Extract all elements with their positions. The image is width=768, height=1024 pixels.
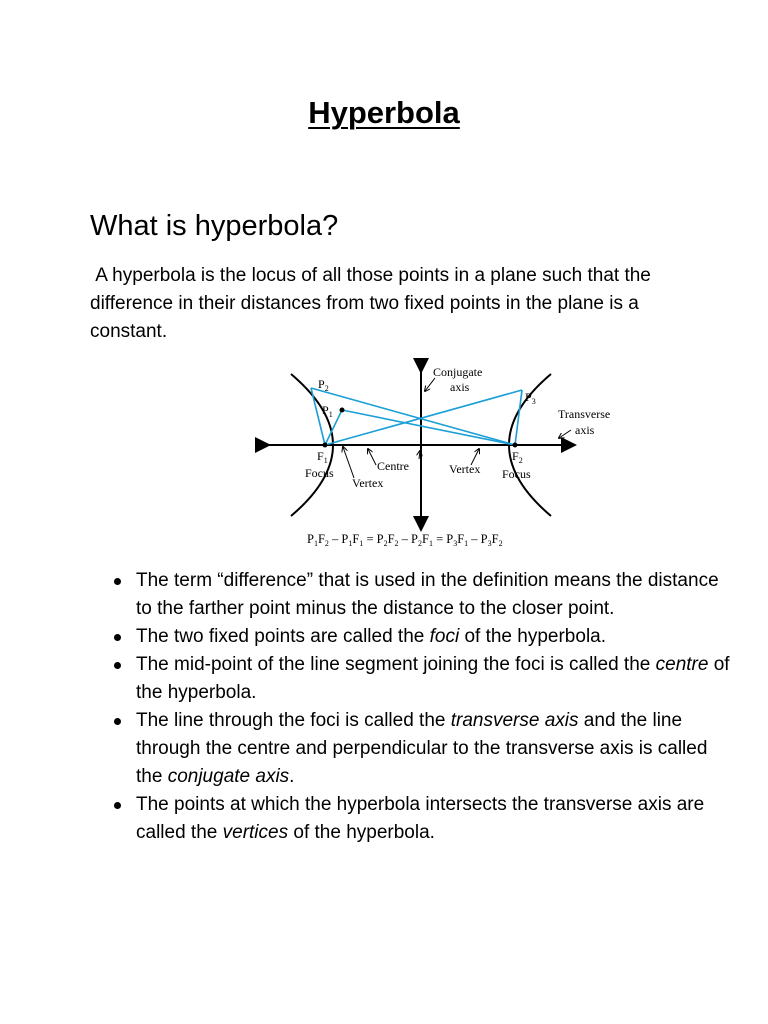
equation-part: F (317, 532, 325, 546)
equation-part: 1 (359, 539, 364, 548)
list-item (136, 651, 736, 707)
equation-part: 1 (464, 539, 469, 548)
list-text: The term “difference” that is used in the definition means the distance to the farther point minus the distance to the closer point. (136, 570, 719, 619)
label-p2: P (318, 377, 325, 391)
svg-text:F1 (317, 449, 328, 465)
svg-text:F2 (512, 449, 523, 465)
hyperbola-diagram (255, 358, 611, 558)
distance-equation (307, 532, 503, 548)
equation-part: – P (328, 532, 349, 546)
equation-part: F (491, 532, 499, 546)
list-text: of the hyperbola. (288, 822, 435, 843)
equation-part: 1 (348, 539, 353, 548)
list-text: The two fixed points are called the (136, 626, 430, 647)
label-vertex-right: Vertex (449, 462, 481, 476)
sub-f2: 2 (518, 456, 523, 465)
emphasized-term: centre (655, 654, 709, 675)
list-item (136, 623, 736, 651)
svg-text:P1 (322, 403, 333, 419)
list-text: and the line through the centre and perpendicular to the transverse axis is called the (136, 710, 708, 787)
svg-text:P3 (525, 390, 536, 406)
label-focus-left: Focus (305, 466, 334, 480)
equation-part: – P (398, 532, 418, 546)
point-f2 (513, 443, 518, 448)
svg-text:P2 (318, 377, 329, 393)
label-p3: P (525, 390, 532, 404)
label-conjugate: Conjugate (433, 365, 483, 379)
list-item (136, 707, 736, 791)
label-f2: F (512, 449, 519, 463)
equation-part: 1 (428, 539, 433, 548)
label-transverse: Transverse (558, 407, 611, 421)
section-heading: What is hyperbola? (90, 210, 339, 242)
list-item (136, 791, 736, 847)
equation-part: 2 (394, 539, 399, 548)
sub-f1: 1 (323, 456, 328, 465)
emphasized-term: transverse axis (450, 710, 579, 731)
equation-part: F (352, 532, 360, 546)
equation-part: F (421, 532, 429, 546)
equation-part: F (387, 532, 395, 546)
focal-lines (311, 388, 522, 445)
point-f1 (323, 443, 328, 448)
equation-part: F (457, 532, 465, 546)
equation-part: 1 (313, 539, 318, 548)
definition-list (90, 567, 736, 847)
list-text: of the hyperbola. (136, 654, 730, 703)
label-centre: Centre (377, 459, 409, 473)
equation-part: 2 (417, 539, 422, 548)
equation-part: 3 (453, 539, 458, 548)
list-text: The line through the foci is called the (136, 710, 451, 731)
list-text: of the hyperbola. (459, 626, 607, 647)
list-text: The points at which the hyperbola intersects the transverse axis are called the (136, 794, 705, 843)
emphasized-term: conjugate axis (167, 766, 290, 787)
list-item (136, 567, 736, 623)
label-p1: P (322, 403, 329, 417)
equation-part: 3 (487, 539, 492, 548)
equation-part: – P (468, 532, 488, 546)
list-text: The mid-point of the line segment joining the foci is called the (136, 654, 656, 675)
list-text: . (289, 766, 295, 787)
equation-part: 2 (324, 539, 329, 548)
point-p1 (340, 408, 345, 413)
equation-part: P (307, 532, 314, 546)
label-conjugate-axis: axis (450, 380, 470, 394)
emphasized-term: foci (429, 626, 460, 647)
label-focus-right: Focus (502, 467, 531, 481)
page-title: Hyperbola (308, 95, 460, 130)
sub-p2: 2 (324, 384, 329, 393)
equation-part: = P (363, 532, 384, 546)
equation-part: = P (432, 532, 454, 546)
equation-part: 2 (498, 539, 503, 548)
label-f1: F (317, 449, 324, 463)
label-transverse-axis: axis (575, 423, 595, 437)
intro-paragraph: A hyperbola is the locus of all those points in a plane such that the difference in their distances from two fixed points in the plane is a constant. (90, 265, 657, 342)
equation-part: 2 (383, 539, 388, 548)
sub-p3: 3 (531, 397, 536, 406)
emphasized-term: vertices (222, 822, 289, 843)
sub-p1: 1 (328, 410, 333, 419)
label-vertex-left: Vertex (352, 476, 384, 490)
